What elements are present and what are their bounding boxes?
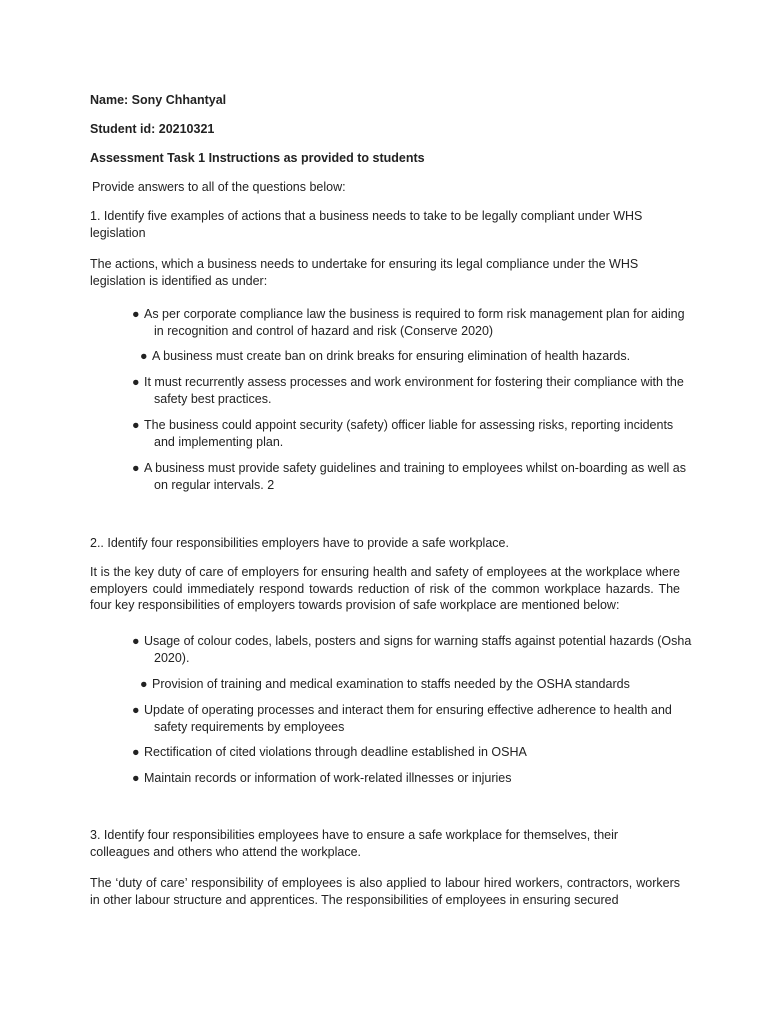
- bullet-icon: ●: [140, 677, 148, 691]
- q2-bullet-4: ● Rectification of cited violations through deadline established in OSHA: [132, 745, 527, 759]
- q1-bullet-3: ● It must recurrently assess processes and work environment for fostering their compliance with the safety best practices.: [132, 375, 684, 406]
- bullet-icon: ●: [140, 349, 148, 363]
- bullet-icon: ●: [132, 745, 140, 759]
- q2-bullet-3: ● Update of operating processes and interact them for ensuring effective adherence to health and safety requirements by employees: [132, 703, 672, 734]
- q2-bullet-1: ● Usage of colour codes, labels, posters and signs for warning staffs against potential hazards (Osha 2020).: [132, 634, 692, 665]
- student-id: Student id: 20210321: [90, 122, 215, 136]
- bullet-icon: ●: [132, 634, 140, 648]
- q1-bullet-1: ● As per corporate compliance law the business is required to form risk management plan for aiding in recognition and control of hazard and risk (Conserve 2020): [132, 307, 685, 338]
- q1-answer: The actions, which a business needs to undertake for ensuring its legal compliance under the WHS legislation is identified as under:: [90, 257, 639, 288]
- q1-bullet-2: ● A business must create ban on drink breaks for ensuring elimination of health hazards.: [140, 349, 631, 363]
- q2-answer: It is the key duty of care of employers for ensuring health and safety of employees at the workplace where employers could immediately respond towards reduction of risk of the common workplace hazards. The four key responsibilities of employers towards provision of safe workplace are mentioned below:: [90, 565, 680, 612]
- bullet-icon: ●: [132, 307, 140, 321]
- assessment-title: Assessment Task 1 Instructions as provided to students: [90, 151, 425, 165]
- bullet-icon: ●: [132, 375, 140, 389]
- bullet-icon: ●: [132, 771, 140, 785]
- q3-answer: The ‘duty of care’ responsibility of employees is also applied to labour hired workers, contractors, workers in other labour structure and apprentices. The responsibilities of employees in ensuring secured: [90, 876, 680, 907]
- q2-bullet-2: ● Provision of training and medical examination to staffs needed by the OSHA standards: [140, 677, 630, 691]
- intro-text: Provide answers to all of the questions below:: [92, 180, 346, 194]
- bullet-icon: ●: [132, 418, 140, 432]
- bullet-icon: ●: [132, 461, 140, 475]
- bullet-icon: ●: [132, 703, 140, 717]
- q3-question: 3. Identify four responsibilities employees have to ensure a safe workplace for themselves, their colleagues and others who attend the workplace.: [90, 828, 619, 859]
- student-name: Name: Sony Chhantyal: [90, 93, 227, 107]
- q1-question: 1. Identify five examples of actions that a business needs to take to be legally compliant under WHS legislation: [90, 209, 643, 240]
- q2-question: 2.. Identify four responsibilities employers have to provide a safe workplace.: [90, 536, 509, 550]
- q1-bullet-5: ● A business must provide safety guidelines and training to employees whilst on-boarding as well as on regular intervals. 2: [132, 461, 686, 492]
- q2-bullet-5: ● Maintain records or information of work-related illnesses or injuries: [132, 771, 512, 785]
- q1-bullet-4: ● The business could appoint security (safety) officer liable for assessing risks, reporting incidents and implementing plan.: [132, 418, 674, 449]
